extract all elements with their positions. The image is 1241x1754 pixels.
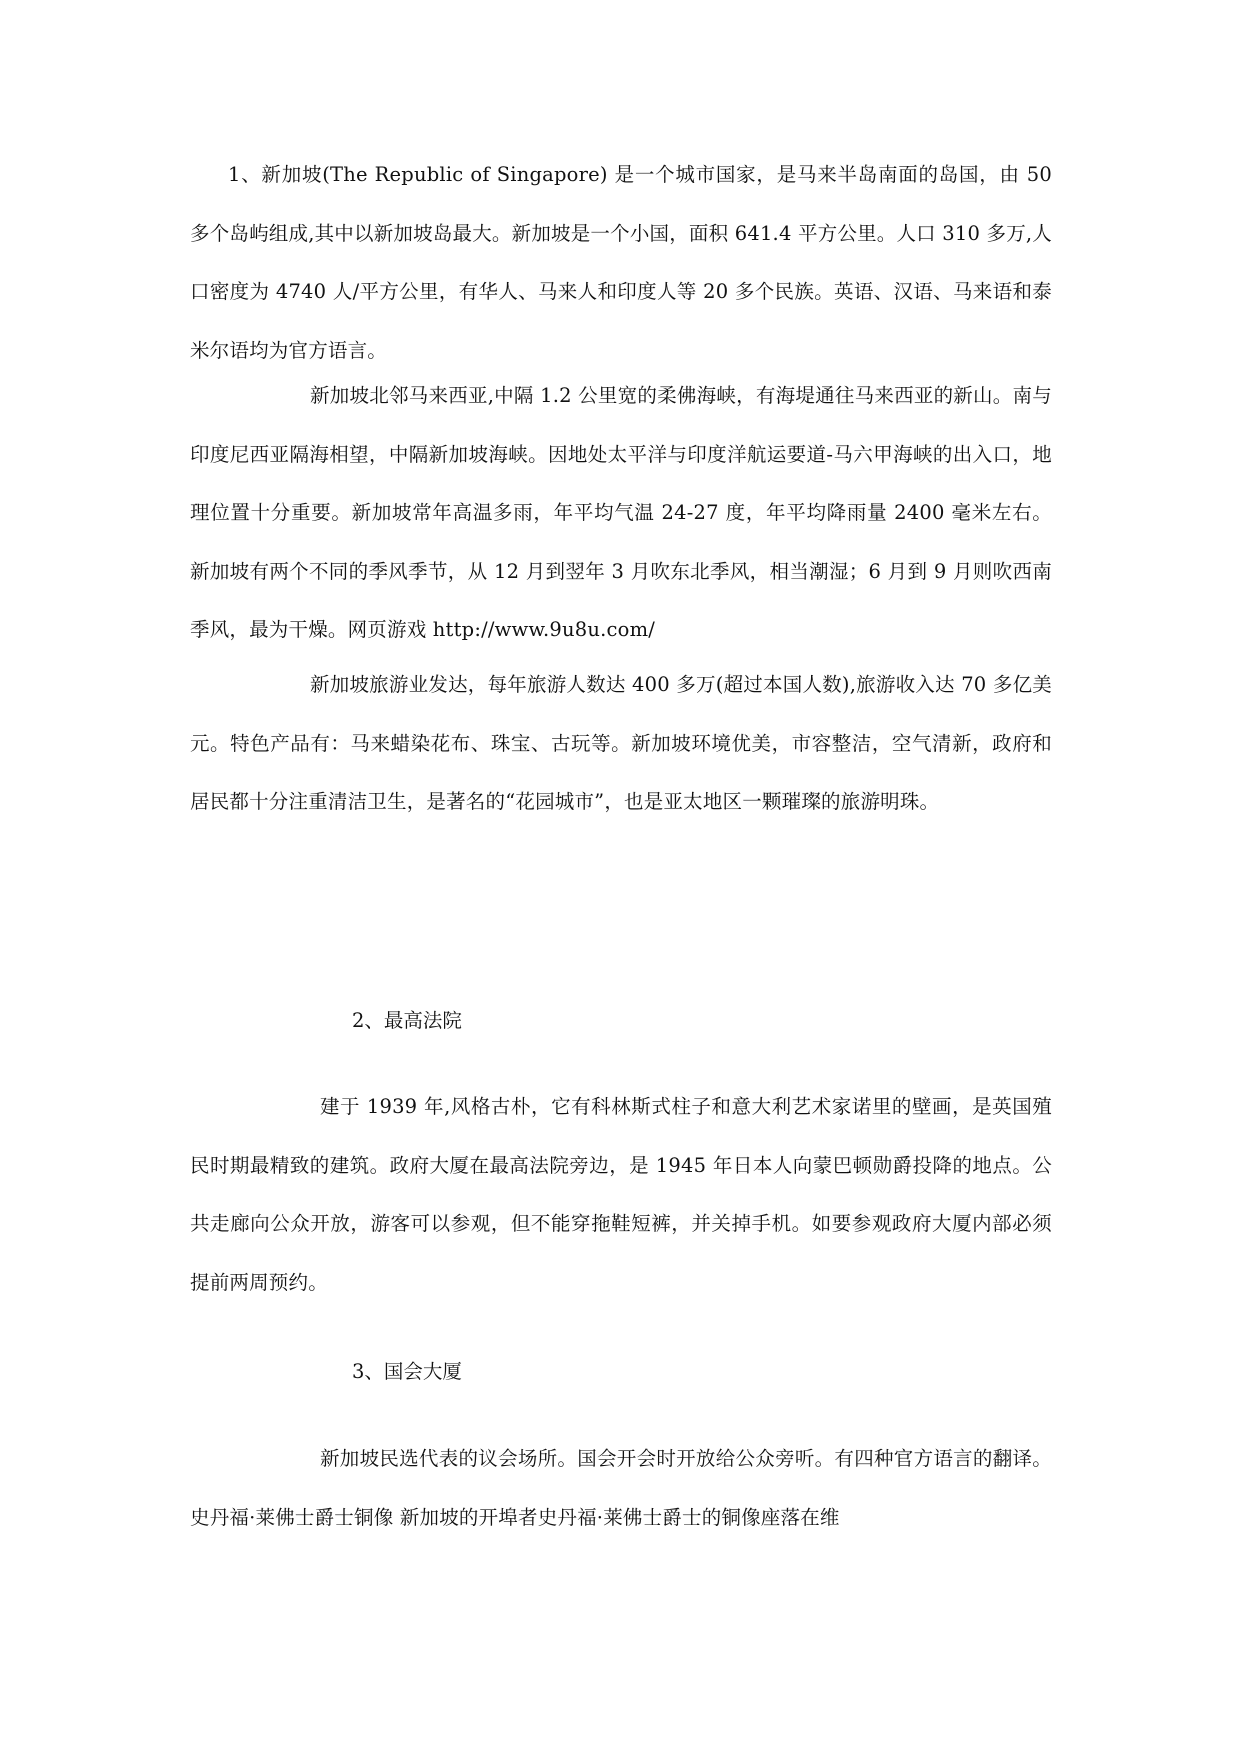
geography-paragraph: 新加坡北邻马来西亚,中隔 1.2 公里宽的柔佛海峡，有海堤通往马来西亚的新山。南与印度尼西亚隔海相望，中隔新加坡海峡。因地处太平洋与印度洋航运要道-马六甲海峡的出入口，地理位置十分重要。新加坡常年高温多雨，年平均气温 24-27 度，年平均降雨量 2400 毫米左右。新加坡有两个不同的季风季节，从 12 月到翌年 3 月吹东北季风，相当潮湿；6 月到 9 月则吹西南季风，最为干燥。网页游戏 http://www.9u8u.com/	[190, 384, 1052, 641]
intro-paragraph: 1、新加坡(The Republic of Singapore) 是一个城市国家，是马来半岛南面的岛国，由 50 多个岛屿组成,其中以新加坡岛最大。新加坡是一个小国，面积 641.4 平方公里。人口 310 多万,人口密度为 4740 人/平方公里，有华人、马来人和印度人等 20 多个民族。英语、汉语、马来语和泰米尔语均为官方语言。	[190, 163, 1052, 362]
section-heading-parliament: 3、国会大厦	[352, 1360, 462, 1383]
section-heading-supreme-court: 2、最高法院	[352, 1009, 462, 1032]
parliament-paragraph: 新加坡民选代表的议会场所。国会开会时开放给公众旁听。有四种官方语言的翻译。 史丹福·莱佛士爵士铜像 新加坡的开埠者史丹福·莱佛士爵士的铜像座落在维	[190, 1447, 1052, 1529]
supreme-court-paragraph: 建于 1939 年,风格古朴，它有科林斯式柱子和意大利艺术家诺里的壁画，是英国殖民时期最精致的建筑。政府大厦在最高法院旁边，是 1945 年日本人向蒙巴顿勋爵投降的地点。公共走廊向公众开放，游客可以参观，但不能穿拖鞋短裤，并关掉手机。如要参观政府大厦内部必须提前两周预约。	[190, 1095, 1052, 1294]
tourism-paragraph: 新加坡旅游业发达，每年旅游人数达 400 多万(超过本国人数),旅游收入达 70 多亿美元。特色产品有：马来蜡染花布、珠宝、古玩等。新加坡环境优美，市容整洁，空气清新，政府和居民都十分注重清洁卫生，是著名的“花园城市”，也是亚太地区一颗璀璨的旅游明珠。	[190, 673, 1052, 813]
